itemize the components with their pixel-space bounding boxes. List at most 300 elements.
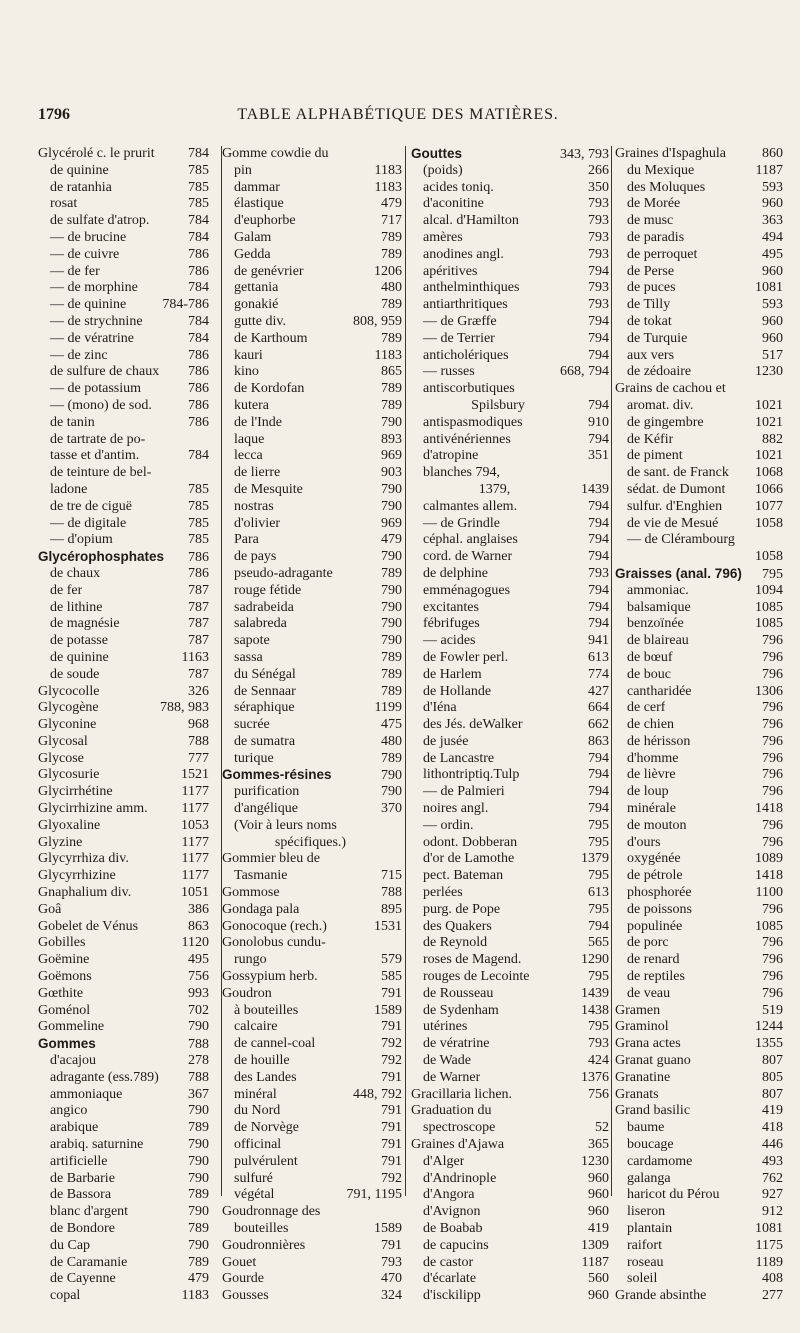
entry-page-ref: 1230 — [755, 364, 783, 380]
index-entry — [38, 381, 209, 398]
index-entry — [411, 600, 609, 617]
index-entry — [615, 1103, 783, 1120]
entry-page-ref: 960 — [762, 196, 783, 212]
index-entry — [38, 264, 209, 281]
entry-page-ref: 787 — [188, 633, 209, 649]
index-entry — [222, 919, 402, 936]
entry-term: de Kordofan — [234, 381, 305, 397]
entry-term: de cerf — [627, 700, 666, 716]
entry-page-ref: 969 — [381, 515, 402, 531]
index-entry — [411, 1221, 609, 1238]
index-entry — [222, 650, 402, 667]
index-entry — [222, 1255, 402, 1272]
entry-page-ref: 479 — [381, 196, 402, 212]
entry-term: de Rousseau — [423, 985, 494, 1001]
entry-page-ref: 788, 983 — [160, 700, 209, 716]
index-entry — [411, 767, 609, 784]
entry-term: à bouteilles — [234, 1002, 299, 1018]
entry-term: sadrabeida — [234, 599, 294, 615]
index-entry — [38, 1204, 209, 1221]
entry-term: de Caramanie — [50, 1254, 128, 1270]
index-entry — [222, 566, 402, 583]
entry-term: odont. Dobberan — [423, 834, 518, 850]
entry-term: Gommeline — [38, 1019, 105, 1035]
entry-term: laque — [234, 431, 265, 447]
entry-page-ref: 613 — [588, 885, 609, 901]
index-entry — [38, 1187, 209, 1204]
index-entry — [411, 1019, 609, 1036]
index-entry — [411, 1087, 609, 1104]
index-entry — [411, 1171, 609, 1188]
entry-term: aux vers — [627, 347, 675, 363]
index-entry — [615, 465, 783, 482]
index-entry — [38, 1221, 209, 1238]
index-entry — [38, 1271, 209, 1288]
entry-page-ref: 363 — [762, 213, 783, 229]
entry-page-ref: 475 — [381, 717, 402, 733]
entry-page-ref: 789 — [381, 229, 402, 245]
index-entry — [38, 600, 209, 617]
entry-page-ref: 1589 — [374, 1221, 402, 1236]
entry-page-ref: 790 — [188, 1019, 209, 1035]
index-entry — [38, 969, 209, 986]
entry-page-ref: 495 — [762, 246, 783, 262]
index-entry — [222, 1120, 402, 1137]
entry-term: Goëmons — [38, 969, 92, 985]
index-entry — [411, 717, 609, 734]
entry-term: de lièvre — [627, 767, 676, 783]
entry-page-ref: 774 — [588, 666, 609, 682]
entry-term: nostras — [234, 498, 274, 514]
entry-page-ref: 786 — [188, 364, 209, 380]
index-entry — [615, 1187, 783, 1204]
entry-page-ref: 343, 793 — [560, 147, 609, 162]
entry-page-ref: 794 — [588, 431, 609, 447]
index-entry — [615, 348, 783, 365]
index-entry — [411, 1137, 609, 1154]
entry-term: de pétrole — [627, 868, 683, 884]
entry-term: purification — [234, 784, 300, 800]
index-entry — [38, 331, 209, 348]
entry-term: des Moluques — [627, 179, 706, 195]
entry-term: de Cayenne — [50, 1271, 116, 1287]
entry-page-ref: 1183 — [374, 162, 402, 178]
entry-term: cardamome — [627, 1153, 693, 1169]
page-title: TABLE ALPHABÉTIQUE DES MATIÈRES. — [237, 106, 559, 123]
entry-page-ref: 1081 — [755, 1221, 783, 1236]
entry-page-ref: 1053 — [181, 817, 209, 833]
index-entry — [615, 583, 783, 600]
index-entry — [38, 885, 209, 902]
index-entry — [222, 146, 402, 163]
entry-page-ref: 791 — [381, 1019, 402, 1035]
entry-page-ref: 793 — [588, 246, 609, 262]
entry-term: Goâ — [38, 901, 62, 917]
index-entry — [222, 448, 402, 465]
index-entry — [615, 650, 783, 667]
entry-term: de quinine — [50, 162, 109, 178]
entry-page-ref: 470 — [381, 1271, 402, 1287]
index-column-3 — [411, 146, 609, 1305]
entry-page-ref: 785 — [188, 179, 209, 195]
entry-term: Gomme cowdie du — [222, 146, 329, 161]
entry-term: de Reynold — [423, 935, 488, 951]
index-entry — [411, 280, 609, 297]
entry-page-ref: 1175 — [755, 1237, 783, 1253]
entry-page-ref: 790 — [381, 414, 402, 430]
entry-term: de musc — [627, 213, 674, 229]
entry-page-ref: 1085 — [755, 918, 783, 934]
index-entry — [222, 280, 402, 297]
entry-term: — de Terrier — [423, 330, 495, 346]
entry-page-ref: 790 — [381, 549, 402, 565]
entry-page-ref: 784-786 — [162, 297, 209, 313]
index-entry — [222, 684, 402, 701]
entry-page-ref: 910 — [588, 414, 609, 430]
entry-term: rungo — [234, 952, 267, 968]
index-entry — [222, 264, 402, 281]
entry-page-ref: 1199 — [374, 700, 402, 716]
index-entry — [615, 415, 783, 432]
index-entry — [411, 751, 609, 768]
index-entry — [38, 583, 209, 600]
entry-term: de Warner — [423, 1069, 481, 1085]
entry-term: de bœuf — [627, 649, 673, 665]
entry-page-ref: 784 — [188, 280, 209, 296]
index-entry — [615, 751, 783, 768]
index-heading — [38, 1036, 209, 1053]
index-entry — [222, 1087, 402, 1104]
index-entry — [615, 432, 783, 449]
entry-term: spécifiques.) — [274, 834, 347, 850]
entry-term: antispasmodiques — [423, 414, 523, 430]
entry-term: de Norvège — [234, 1120, 299, 1136]
entry-term: de capucins — [423, 1237, 489, 1253]
entry-term: d'acajou — [50, 1053, 97, 1069]
entry-page-ref: 795 — [588, 817, 609, 833]
entry-term: plantain — [627, 1221, 673, 1236]
index-entry — [411, 818, 609, 835]
entry-term: végétal — [234, 1187, 275, 1203]
entry-page-ref: 784 — [188, 213, 209, 229]
index-entry — [38, 146, 209, 163]
index-entry — [411, 650, 609, 667]
entry-page-ref: 968 — [188, 717, 209, 733]
entry-term: de puces — [627, 280, 676, 296]
index-entry — [38, 952, 209, 969]
entry-page-ref: 793 — [588, 565, 609, 581]
entry-term: de magnésie — [50, 616, 120, 632]
entry-term: céphal. anglaises — [423, 532, 518, 548]
entry-page-ref: 789 — [188, 1120, 209, 1136]
index-entry — [38, 432, 209, 449]
entry-term: Gommose — [222, 885, 280, 901]
entry-page-ref: 790 — [381, 481, 402, 497]
index-entry — [222, 213, 402, 230]
entry-term: artificielle — [50, 1153, 108, 1169]
entry-page-ref: 796 — [762, 817, 783, 833]
entry-term: Glyconine — [38, 717, 97, 733]
entry-term: — acides — [423, 633, 476, 649]
entry-page-ref: 786 — [188, 397, 209, 413]
entry-page-ref: 784 — [188, 448, 209, 464]
entry-term: rouges de Lecointe — [423, 969, 530, 985]
entry-term: de quinine — [50, 649, 109, 665]
entry-page-ref: 789 — [381, 397, 402, 413]
entry-page-ref: 796 — [762, 700, 783, 716]
entry-term: de Perse — [627, 263, 675, 279]
index-entry — [38, 566, 209, 583]
index-entry — [38, 180, 209, 197]
entry-page-ref: 793 — [588, 213, 609, 229]
entry-term: — russes — [423, 364, 475, 380]
entry-term: fébrifuges — [423, 616, 480, 632]
index-entry — [615, 868, 783, 885]
index-entry — [615, 163, 783, 180]
index-entry — [38, 717, 209, 734]
entry-term: roses de Magend. — [423, 952, 522, 968]
entry-page-ref: 419 — [588, 1221, 609, 1236]
entry-term: Glycocolle — [38, 683, 100, 699]
entry-page-ref: 785 — [188, 162, 209, 178]
index-heading — [222, 767, 402, 784]
entry-page-ref: 793 — [588, 280, 609, 296]
index-entry — [411, 549, 609, 566]
index-entry — [38, 734, 209, 751]
entry-term: de tre de ciguë — [50, 498, 133, 514]
index-entry — [222, 952, 402, 969]
entry-page-ref: 1177 — [181, 801, 209, 817]
entry-term: Gracillaria lichen. — [411, 1086, 513, 1102]
entry-term: anticholériques — [423, 347, 509, 363]
entry-term: Gommes — [38, 1036, 96, 1052]
entry-term: Gourde — [222, 1271, 264, 1287]
entry-term: de l'Inde — [234, 414, 283, 430]
entry-term: de Barbarie — [50, 1170, 115, 1186]
entry-page-ref: 1531 — [374, 918, 402, 934]
entry-term: Gousses — [222, 1288, 269, 1304]
entry-term: perlées — [423, 885, 463, 901]
entry-term: d'écarlate — [423, 1271, 477, 1287]
index-entry — [615, 1154, 783, 1171]
entry-page-ref: 785 — [188, 498, 209, 514]
entry-term: populinée — [627, 918, 683, 934]
entry-term: Glycyrrhiza div. — [38, 851, 129, 867]
entry-term: d'Angora — [423, 1187, 475, 1203]
index-entry — [411, 952, 609, 969]
entry-page-ref: 419 — [762, 1103, 783, 1119]
index-entry — [38, 230, 209, 247]
entry-page-ref: 789 — [188, 1221, 209, 1236]
entry-term: salabreda — [234, 616, 287, 632]
entry-term: Gobilles — [38, 935, 86, 951]
index-entry — [38, 1003, 209, 1020]
index-entry — [222, 784, 402, 801]
entry-term: de loup — [627, 784, 669, 800]
entry-page-ref: 794 — [588, 532, 609, 548]
index-entry — [222, 398, 402, 415]
entry-page-ref: 1187 — [581, 1254, 609, 1270]
index-entry — [411, 1204, 609, 1221]
entry-term: sulfur. d'Enghien — [627, 498, 723, 514]
index-entry — [411, 1154, 609, 1171]
entry-page-ref: 791 — [381, 1069, 402, 1085]
entry-page-ref: 1418 — [755, 801, 783, 817]
index-entry — [38, 801, 209, 818]
entry-term: Goudron — [222, 985, 272, 1001]
entry-page-ref: 790 — [381, 616, 402, 632]
entry-page-ref: 585 — [381, 969, 402, 985]
index-entry — [38, 364, 209, 381]
index-entry — [38, 1255, 209, 1272]
entry-page-ref: 1376 — [581, 1069, 609, 1085]
entry-term: de paradis — [627, 229, 685, 245]
entry-page-ref: 784 — [188, 229, 209, 245]
index-entry — [38, 919, 209, 936]
entry-page-ref: 796 — [762, 969, 783, 985]
entry-term: kutera — [234, 397, 269, 413]
entry-page-ref: 1021 — [755, 397, 783, 413]
entry-page-ref: 993 — [188, 985, 209, 1001]
entry-term: — de vératrine — [50, 330, 134, 346]
index-entry — [222, 801, 402, 818]
index-entry — [615, 398, 783, 415]
entry-page-ref: 792 — [381, 1036, 402, 1052]
entry-page-ref: 793 — [588, 297, 609, 313]
entry-term: ladone — [50, 481, 88, 497]
index-entry — [222, 516, 402, 533]
entry-term: — de cuivre — [50, 246, 120, 262]
entry-page-ref: 1177 — [181, 851, 209, 867]
entry-page-ref: 786 — [188, 381, 209, 397]
entry-page-ref: 789 — [381, 330, 402, 346]
entry-term: minéral — [234, 1086, 277, 1102]
index-entry — [222, 247, 402, 264]
entry-page-ref: 789 — [381, 246, 402, 262]
entry-term: d'aconitine — [423, 196, 484, 212]
entry-page-ref: 1021 — [755, 414, 783, 430]
index-entry — [38, 532, 209, 549]
index-entry — [615, 196, 783, 213]
entry-page-ref: 786 — [188, 414, 209, 430]
index-entry — [222, 835, 402, 852]
entry-term: rosat — [50, 196, 78, 212]
entry-term: de hérisson — [627, 733, 691, 749]
entry-term: de potasse — [50, 633, 108, 649]
entry-term: du Nord — [234, 1103, 281, 1119]
entry-term: — de digitale — [50, 515, 127, 531]
index-entry — [222, 499, 402, 516]
entry-term: blanc d'argent — [50, 1204, 129, 1220]
entry-term: Glycyrrhizine — [38, 868, 116, 884]
index-entry — [411, 314, 609, 331]
entry-page-ref: 788 — [381, 885, 402, 901]
entry-term: Glycérolé c. le prurit — [38, 146, 155, 161]
entry-page-ref: 1306 — [755, 683, 783, 699]
entry-term: de chaux — [50, 565, 101, 581]
entry-page-ref: 785 — [188, 532, 209, 548]
entry-term: haricot du Pérou — [627, 1187, 720, 1203]
index-entry — [222, 331, 402, 348]
entry-term: oxygénée — [627, 851, 681, 867]
index-entry — [38, 684, 209, 701]
index-entry — [615, 986, 783, 1003]
entry-term: de Fowler perl. — [423, 649, 509, 665]
entry-page-ref: 593 — [762, 179, 783, 195]
index-entry — [38, 1137, 209, 1154]
entry-term: — de Clérambourg — [627, 532, 735, 548]
index-entry — [222, 616, 402, 633]
entry-term: de ratanhia — [50, 179, 112, 195]
entry-page-ref: 960 — [762, 313, 783, 329]
index-entry — [411, 415, 609, 432]
entry-page-ref: 792 — [381, 1053, 402, 1069]
index-entry — [615, 1087, 783, 1104]
entry-term: des Landes — [234, 1069, 297, 1085]
entry-page-ref: 1081 — [755, 280, 783, 296]
index-entry — [615, 1053, 783, 1070]
index-entry — [222, 986, 402, 1003]
entry-term: rouge fétide — [234, 582, 302, 598]
entry-term: Gommier bleu de — [222, 851, 320, 867]
entry-term: Glyzine — [38, 834, 83, 850]
entry-term: d'Avignon — [423, 1204, 481, 1220]
entry-page-ref: 756 — [588, 1086, 609, 1102]
index-entry — [411, 616, 609, 633]
index-entry — [38, 314, 209, 331]
entry-page-ref: 786 — [188, 263, 209, 279]
entry-term: gonakié — [234, 297, 279, 313]
index-entry — [615, 835, 783, 852]
index-entry — [222, 1204, 402, 1221]
entry-page-ref: 351 — [588, 448, 609, 464]
entry-term: — de brucine — [50, 229, 127, 245]
index-entry — [615, 1137, 783, 1154]
entry-term: — de Palmieri — [423, 784, 505, 800]
entry-term: de lierre — [234, 465, 281, 481]
entry-page-ref: 796 — [762, 633, 783, 649]
entry-term: Glycosurie — [38, 767, 100, 783]
index-entry — [615, 1271, 783, 1288]
index-entry — [411, 180, 609, 197]
index-entry — [38, 213, 209, 230]
entry-term: de porc — [627, 935, 669, 951]
index-entry — [615, 801, 783, 818]
index-entry — [615, 600, 783, 617]
entry-page-ref: 788 — [188, 1037, 209, 1053]
index-entry — [411, 381, 609, 398]
entry-page-ref: 960 — [588, 1187, 609, 1203]
entry-page-ref: 702 — [188, 1002, 209, 1018]
entry-page-ref: 788 — [188, 733, 209, 749]
index-entry — [615, 1019, 783, 1036]
entry-page-ref: 790 — [381, 582, 402, 598]
entry-term: Glycirrhétine — [38, 784, 113, 800]
entry-term: de Wade — [423, 1053, 471, 1069]
entry-page-ref: 1521 — [181, 767, 209, 783]
entry-term: purg. de Pope — [423, 901, 501, 917]
entry-page-ref: 365 — [588, 1137, 609, 1153]
index-entry — [38, 196, 209, 213]
index-entry — [38, 902, 209, 919]
index-entry — [411, 1070, 609, 1087]
entry-term: de houille — [234, 1053, 290, 1069]
index-entry — [38, 767, 209, 784]
entry-page-ref: 1058 — [755, 549, 783, 565]
entry-term: sassa — [234, 649, 263, 665]
entry-term: de vératrine — [423, 1036, 490, 1052]
index-entry — [222, 734, 402, 751]
